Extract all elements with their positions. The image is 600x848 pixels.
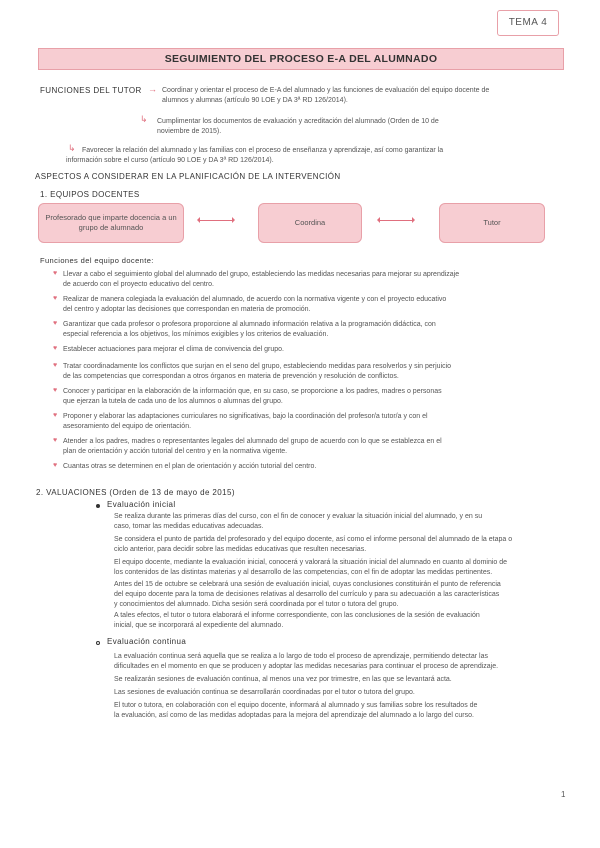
arrow-icon: →	[148, 84, 157, 94]
tutor-item-2-line-1: Cumplimentar los documentos de evaluación y acreditación del alumnado (Orden de 10 de	[157, 118, 439, 125]
function-3-line-1: Garantizar que cada profesor o profesora proporcione al alumnado información relativa a la programación didáctica, con	[63, 321, 436, 328]
heart-bullet-icon: ♥	[53, 462, 58, 469]
function-7-line-2: asesoramiento del equipo de orientación.	[63, 423, 192, 430]
continua-line-3: Se realizarán sesiones de evaluación continua, al menos una vez por trimestre, en las que se levantará acta.	[114, 676, 452, 683]
tutor-item-2-line-2: noviembre de 2015).	[157, 128, 222, 135]
inicial-line-3: Se considera el punto de partida del profesorado y del equipo docente, así como el informe personal del alumnado de la etapa o	[114, 536, 513, 543]
heart-bullet-icon: ♥	[53, 362, 58, 369]
inicial-line-1: Se realiza durante las primeras días del curso, con el fin de conocer y evaluar la situación inicial del alumnado, y en su	[114, 513, 483, 520]
tutor-item-3-line-2: información sobre el curso (artículo 90 LOE y DA 3ª RD 126/2014).	[66, 157, 274, 164]
bullet-icon	[96, 641, 100, 645]
function-9-line-1: Cuantas otras se determinen en el plan de orientación y acción tutorial del centro.	[63, 463, 317, 470]
function-5-line-2: de las competencias que correspondan a otros órganos en materia de prevención y resolución de conflictos.	[63, 373, 399, 380]
arrow-icon: ↳	[140, 114, 148, 124]
tutor-item-3-line-1: Favorecer la relación del alumnado y las familias con el proceso de enseñanza y aprendizaje, así como garantizar la	[82, 147, 444, 154]
heart-bullet-icon: ♥	[53, 387, 58, 394]
function-7-line-1: Proponer y elaborar las adaptaciones curriculares no significativas, bajo la coordinación del profesor/a tutor/a y con el	[63, 413, 428, 420]
heart-bullet-icon: ♥	[53, 345, 58, 352]
heart-bullet-icon: ♥	[53, 437, 58, 444]
heart-bullet-icon: ♥	[53, 412, 58, 419]
tutor-item-1-line-2: alumnos y alumnas (artículo 90 LOE y DA 3ª RD 126/2014).	[162, 97, 348, 104]
heart-bullet-icon: ♥	[53, 270, 58, 277]
continua-line-5: El tutor o tutora, en colaboración con el equipo docente, informará al alumnado y sus familias sobre los resultados de	[114, 702, 478, 709]
heart-bullet-icon: ♥	[53, 295, 58, 302]
function-5-line-1: Tratar coordinadamente los conflictos que surjan en el seno del grupo, estableciendo medidas para resolverlos y sin perjuicio	[63, 363, 452, 370]
function-6-line-1: Conocer y participar en la elaboración de la información que, en su caso, se proporcione a los padres, madres o personas	[63, 388, 442, 395]
box-tutor: Tutor	[439, 203, 545, 243]
functions-label: Funciones del equipo docente:	[40, 256, 154, 265]
inicial-line-5: El equipo docente, mediante la evaluación inicial, conocerá y valorará la situación inicial del alumnado en cuanto al dominio de	[114, 559, 508, 566]
valuaciones-heading: 2. VALUACIONES (Orden de 13 de mayo de 2015)	[36, 488, 235, 497]
section-heading: ASPECTOS A CONSIDERAR EN LA PLANIFICACIÓN DE LA INTERVENCIÓN	[35, 172, 341, 181]
inicial-line-9: y conocimientos del alumnado. Dicha sesión será coordinada por el tutor o tutora del grupo.	[114, 601, 399, 608]
inicial-line-4: ciclo anterior, para decidir sobre las medidas educativas que resulten necesarias.	[114, 546, 367, 553]
page-number: 1	[561, 790, 566, 799]
box-coordina: Coordina	[258, 203, 362, 243]
arrow-icon: ↳	[68, 143, 76, 153]
function-4-line-1: Establecer actuaciones para mejorar el clima de convivencia del grupo.	[63, 346, 285, 353]
tutor-functions-label: FUNCIONES DEL TUTOR	[40, 86, 142, 95]
function-8-line-2: plan de orientación y acción tutorial del centro y en la normativa vigente.	[63, 448, 288, 455]
continua-line-4: Las sesiones de evaluación continua se desarrollarán coordinadas por el tutor o tutora del grupo.	[114, 689, 415, 696]
evaluacion-continua-label: Evaluación continua	[107, 637, 187, 646]
tutor-item-1-line-1: Coordinar y orientar el proceso de E-A del alumnado y las funciones de evaluación del equipo docente de	[162, 87, 490, 94]
bullet-icon	[96, 504, 100, 508]
function-1-line-1: Llevar a cabo el seguimiento global del alumnado del grupo, estableciendo las medidas necesarias para mejorar su aprendizaje	[63, 271, 460, 278]
double-arrow-icon	[378, 220, 414, 221]
inicial-line-6: los contenidos de las distintas materias y al desarrollo de las competencias, con el fin de adoptar las medidas pertinentes.	[114, 569, 493, 576]
inicial-line-8: del equipo docente para la toma de decisiones relativas al desarrollo del currículo y para su adecuación a las características	[114, 591, 500, 598]
topic-tag: TEMA 4	[497, 10, 559, 36]
inicial-line-7: Antes del 15 de octubre se celebrará una sesión de evaluación inicial, cuyas conclusiones constituirán el punto de referencia	[114, 581, 501, 588]
function-6-line-2: que ejerzan la tutela de cada uno de los alumnos o alumnas del grupo.	[63, 398, 283, 405]
box-profesorado: Profesorado que imparte docencia a un grupo de alumnado	[38, 203, 184, 243]
page-title: SEGUIMIENTO DEL PROCESO E-A DEL ALUMNADO	[38, 48, 564, 70]
inicial-line-2: caso, tomar las medidas educativas adecuadas.	[114, 523, 264, 530]
evaluacion-inicial-label: Evaluación inicial	[107, 500, 176, 509]
function-1-line-2: de acuerdo con el proyecto educativo del centro.	[63, 281, 214, 288]
function-2-line-1: Realizar de manera colegiada la evaluación del alumnado, de acuerdo con la normativa vigente y con el proyecto educativo	[63, 296, 447, 303]
heart-bullet-icon: ♥	[53, 320, 58, 327]
function-8-line-1: Atender a los padres, madres o representantes legales del alumnado del grupo de acuerdo con lo que se establezca en el	[63, 438, 442, 445]
continua-line-2: dificultades en el momento en que se producen y adoptar las medidas necesarias para continuar el proceso de aprendizaje.	[114, 663, 499, 670]
function-2-line-2: del centro y adoptar las decisiones que correspondan en materia de promoción.	[63, 306, 311, 313]
double-arrow-icon	[198, 220, 234, 221]
equipos-heading: 1. EQUIPOS DOCENTES	[40, 190, 140, 199]
function-3-line-2: especial referencia a los objetivos, los mínimos exigibles y los criterios de evaluación.	[63, 331, 329, 338]
inicial-line-11: inicial, que se incorporará al expediente del alumnado.	[114, 622, 284, 629]
continua-line-1: La evaluación continua será aquella que se realiza a lo largo de todo el proceso de aprendizaje, permitiendo detectar las	[114, 653, 488, 660]
inicial-line-10: A tales efectos, el tutor o tutora elaborará el informe correspondiente, con las conclusiones de la sesión de evaluación	[114, 612, 480, 619]
continua-line-6: la evaluación, así como de las medidas adoptadas para la mejora del aprendizaje del alumnado a lo largo del curso.	[114, 712, 474, 719]
